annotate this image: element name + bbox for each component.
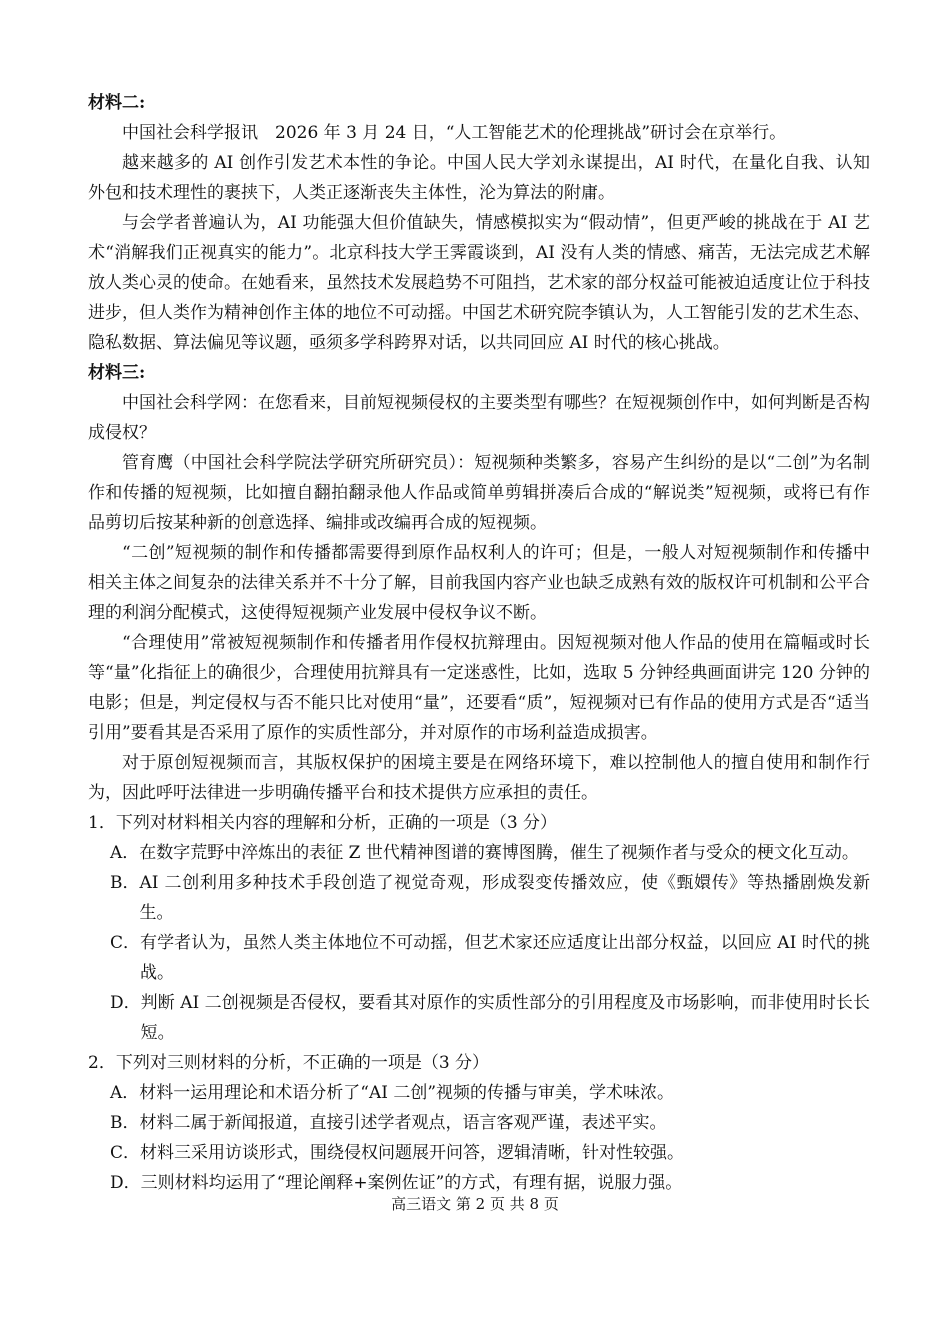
question-1 bbox=[88, 808, 870, 1048]
option-letter: C． bbox=[110, 933, 141, 953]
material-three-paragraph: “合理使用”常被短视频制作和传播者用作侵权抗辩理由。因短视频对他人作品的使用在篇幅或时长等“量”化指征上的确很少，合理使用抗辩具有一定迷惑性，比如，选取 5 分钟经典画面讲完 120 分钟的电影；但是，判定侵权与否不能只比对使用“量”，还要看“质”，短视频对已有作品的使用方式是否“适当引用”要看其是否采用了原作的实质性部分，并对原作的市场利益造成损害。 bbox=[88, 633, 870, 743]
option-letter: B． bbox=[110, 1113, 140, 1133]
option-letter: D． bbox=[110, 993, 141, 1013]
option-b bbox=[110, 1108, 870, 1138]
material-three-paragraph: 对于原创短视频而言，其版权保护的困境主要是在网络环境下，难以控制他人的擅自使用和制作行为，因此呼吁法律进一步明确传播平台和技术提供方应承担的责任。 bbox=[88, 753, 870, 803]
option-letter: A． bbox=[110, 843, 140, 863]
option-text: AI 二创利用多种技术手段创造了视觉奇观，形成裂变传播效应，使《甄嬛传》等热播剧焕发新生。 bbox=[139, 873, 870, 923]
option-c bbox=[110, 928, 870, 988]
material-two-section bbox=[88, 88, 870, 358]
option-a bbox=[110, 1078, 870, 1108]
option-letter: D． bbox=[110, 1173, 141, 1193]
option-text: 有学者认为，虽然人类主体地位不可动摇，但艺术家还应适度让出部分权益，以回应 AI 时代的挑战。 bbox=[140, 933, 870, 983]
option-c bbox=[110, 1138, 870, 1168]
material-three-section bbox=[88, 358, 870, 808]
option-text: 材料三采用访谈形式，围绕侵权问题展开问答，逻辑清晰，针对性较强。 bbox=[140, 1143, 685, 1163]
material-three-paragraph: 管育鹰（中国社会科学院法学研究所研究员）：短视频种类繁多，容易产生纠纷的是以“二创”为名制作和传播的短视频，比如擅自翻拍翻录他人作品或简单剪辑拼凑后合成的“解说类”短视频，或将已有作品剪切后按某种新的创意选择、编排或改编再合成的短视频。 bbox=[88, 453, 870, 533]
option-letter: B． bbox=[110, 873, 140, 893]
material-two-paragraph: 中国社会科学报讯 2026 年 3 月 24 日，“人工智能艺术的伦理挑战”研讨会在京举行。 bbox=[122, 123, 787, 143]
option-list bbox=[110, 838, 870, 1048]
page-content bbox=[88, 88, 870, 1198]
question-2 bbox=[88, 1048, 870, 1198]
option-b bbox=[110, 868, 870, 928]
option-text: 判断 AI 二创视频是否侵权，要看其对原作的实质性部分的引用程度及市场影响，而非使用时长长短。 bbox=[140, 993, 870, 1043]
question-stem: 1．下列对材料相关内容的理解和分析，正确的一项是（3 分） bbox=[88, 813, 558, 833]
question-stem: 2．下列对三则材料的分析，不正确的一项是（3 分） bbox=[88, 1053, 490, 1073]
material-three-heading: 材料三: bbox=[88, 363, 146, 383]
page-footer: 高三语文 第 2 页 共 8 页 bbox=[391, 1195, 559, 1213]
material-two-heading: 材料二: bbox=[88, 93, 146, 113]
option-text: 材料二属于新闻报道，直接引述学者观点，语言客观严谨，表述平实。 bbox=[139, 1113, 667, 1133]
option-letter: A． bbox=[110, 1083, 140, 1103]
option-text: 三则材料均运用了“理论阐释+案例佐证”的方式，有理有据，说服力强。 bbox=[140, 1173, 683, 1193]
material-two-paragraph: 与会学者普遍认为，AI 功能强大但价值缺失，情感模拟实为“假动情”，但更严峻的挑战在于 AI 艺术“消解我们正视真实的能力”。北京科技大学王霁霞谈到，AI 没有人类的情感、痛苦，无法完成艺术解放人类心灵的使命。在她看来，虽然技术发展趋势不可阻挡，艺术家的部分权益可能被迫适度让位于科技进步，但人类作为精神创作主体的地位不可动摇。中国艺术研究院李镇认为，人工智能引发的艺术生态、隐私数据、算法偏见等议题，亟须多学科跨界对话，以共同回应 AI 时代的核心挑战。 bbox=[88, 213, 870, 353]
option-d bbox=[110, 988, 870, 1048]
option-text: 在数字荒野中淬炼出的表征 Z 世代精神图谱的赛博图腾，催生了视频作者与受众的梗文化互动。 bbox=[139, 843, 859, 863]
option-letter: C． bbox=[110, 1143, 141, 1163]
option-list bbox=[110, 1078, 870, 1198]
material-three-paragraph: “二创”短视频的制作和传播都需要得到原作品权利人的许可；但是，一般人对短视频制作和传播中相关主体之间复杂的法律关系并不十分了解，目前我国内容产业也缺乏成熟有效的版权许可机制和公平合理的利润分配模式，这使得短视频产业发展中侵权争议不断。 bbox=[88, 543, 870, 623]
material-three-paragraph: 中国社会科学网：在您看来，目前短视频侵权的主要类型有哪些？在短视频创作中，如何判断是否构成侵权？ bbox=[88, 393, 870, 443]
option-a bbox=[110, 838, 870, 868]
material-two-paragraph: 越来越多的 AI 创作引发艺术本性的争论。中国人民大学刘永谋提出，AI 时代，在量化自我、认知外包和技术理性的裹挟下，人类正逐渐丧失主体性，沦为算法的附庸。 bbox=[88, 153, 870, 203]
option-text: 材料一运用理论和术语分析了“AI 二创”视频的传播与审美，学术味浓。 bbox=[139, 1083, 675, 1103]
